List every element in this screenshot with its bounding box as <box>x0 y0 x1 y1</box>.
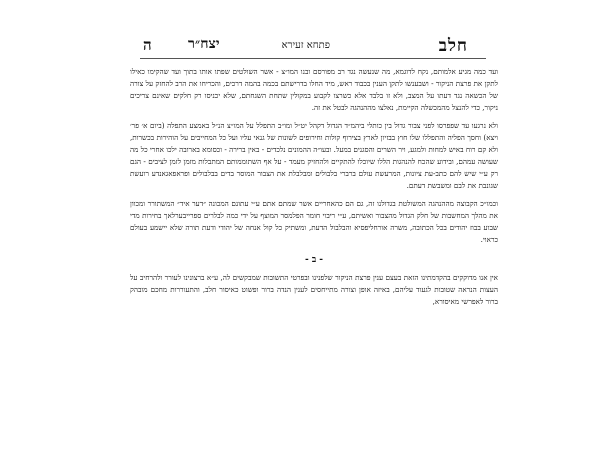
page-header <box>128 36 488 56</box>
paragraph-2: ולא נרגעו עד שפפרסו לפני צבור גדול בין כותלי ביהמ״ד הגדול דקהל יט״ל ומו״ב התפלל על המו״צ הנ״ל באמצע התפלה (ביום א׳ פר׳ ויצא) וחסך הפליה והתפללו שלו חוץ בבזיון לארץ בצירוף קולות וחירופים לשונות של גנאי עליו ועל כל המחייבים על הוהירות בכשרות, ולא קם רוח באיש למחות ולמגע, ויר השרים והסגנים במעל. ובעו״ה ההמונים נלכדים - באין ברירה - וכסומא בארובה ילכו אחרי כל מה שעושה עמהם, ובידוע שהכח להנהגות הללו שיוכלו להתקיים ולהחזיק מעמד - על אף השתוממותם המתבלות מזמן לזמן לציבים - הגם רק ע״י שיש להם כתב-עת ציונות, המרעשת עולם ברברי בלבולים ומבלבלת את הצבור המוסר בדים בבלבולים ופראפאגאנדע רועשת שגונבת את לבם ומשבשת דעתם. <box>130 121 498 190</box>
header-rule <box>140 58 486 59</box>
paragraph-3: וכמו״כ הקבוצה מההנהגה המשולטת בגדולנו זה, גם הם כהאחריים אשר שמתם אתם ע״י עתונם המכונה ״דער איד״ המשתורר ומכוון את מהלך המחשבות של חלק הגדול מהצבור ואשיתם, ע״י ריבוי חומר הפלמסר המוצף על ידי כמה לבלרים ספרייבערלאך בחירות מדי שבוע בבוז יהודים בכל הכתובה, משרה אורחליפסיא והבלבול הדעת, ומשתיק כל קול אנחה של יהודי ודעת תורה שלא יישמע בעולם כראוי. <box>130 199 498 244</box>
running-title-alt: יצח״ר <box>188 36 220 52</box>
running-subtitle: פתחא זעירא <box>281 40 330 51</box>
body-text <box>130 66 498 314</box>
paragraph-4: אין אנו מדוקקים בהקדמתינו הזאת בעצם ענין פרצת הניקור שלפנינו ובפרטי התשובות שמבקשים לה, ע״א ברצונינו לעורר ולהרחיב על העצות הנראה שטובות לגעוד עליהם, באיזה אופן וצורה מתייחסים לענין הנדה ברור ופשוט כאיסור חלב, והתעוררות מחכם מובהק ברור לאפרשי מאיסורא, <box>130 273 498 306</box>
page-number: ה <box>143 36 152 54</box>
section-marker: - ב - <box>304 255 324 265</box>
paragraph-1: ועד כמה מגיע אלמותם, נקח לדוגמא, מה שנעשה נגד רב מפורסם ובנו המו״צ - אשר השולטים שפתו אותו בתוך ועד שהקימו כאילו לתקן את פרצת הניקור - ושבענשו לתקן הענין בכבוד ראש, מיד החלו בדרישתם בכמה בהמה דרכים, והכריחו את הרב להחזק על צורה של הכשאה נגד דעתו על המצב, ולא זו בלבד אלא כשרצו לקבוע במקולין שתחת השגחתם, שלא יכניסו רק חלקים שאינם צריכים ניקור, כדי להנצל מהמכשלה הקיימת, נאלצו מההנהגה לבטל את זה. <box>130 67 498 112</box>
running-title: חלב <box>438 36 468 56</box>
